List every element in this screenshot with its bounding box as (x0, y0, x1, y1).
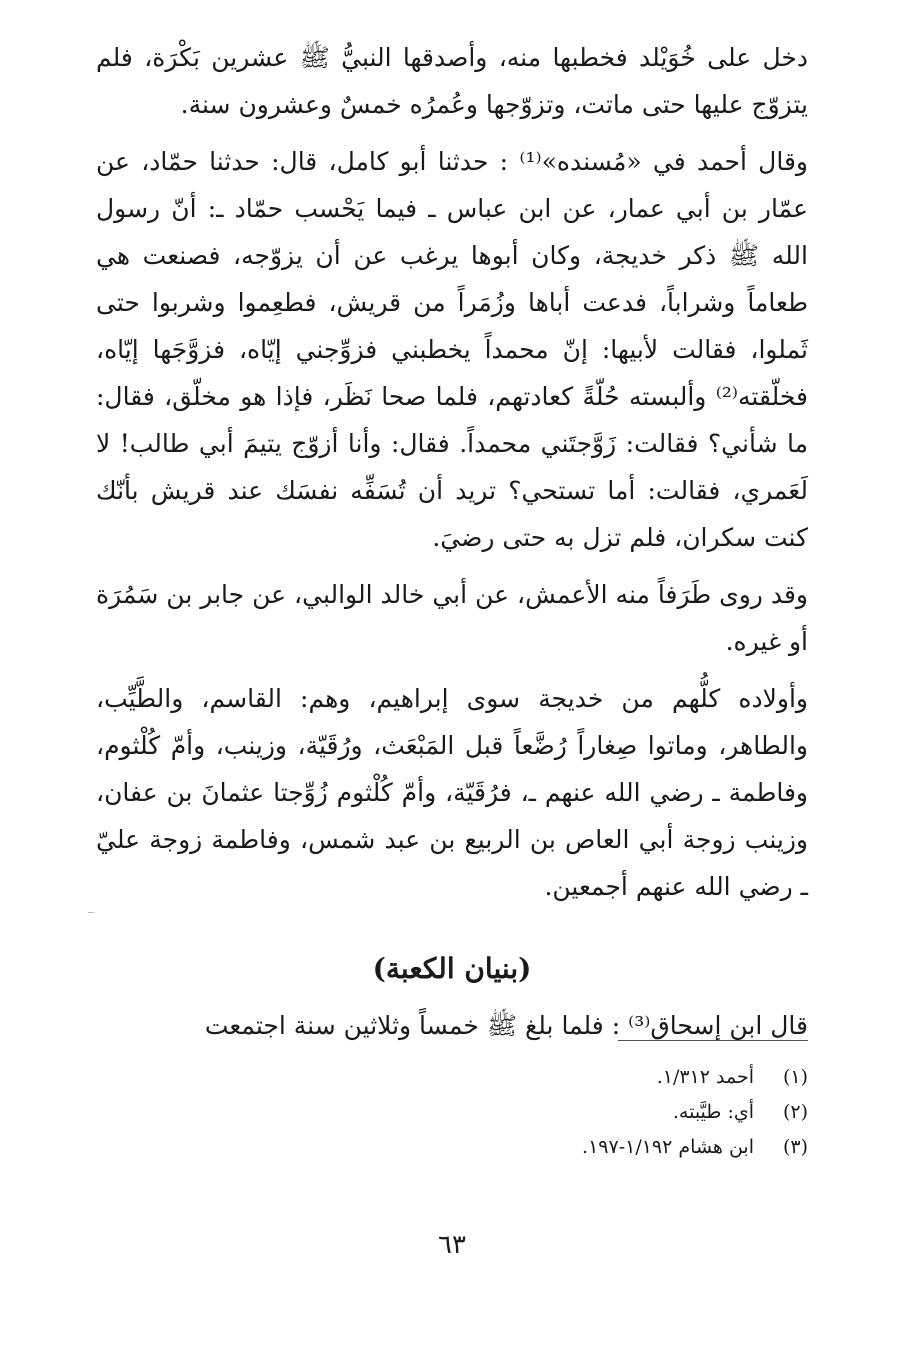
footnote-text: ابن هشام ١/١٩٢-١٩٧. (582, 1136, 754, 1158)
footnote-divider (618, 1040, 808, 1041)
paragraph-3: وقد روى طَرَفاً منه الأعمش، عن أبي خالد الوالبي، عن جابر بن سَمُرَة أو غيره. (96, 580, 808, 656)
page-number: ٦٣ (438, 1230, 466, 1260)
closing-paragraph: قال ابن إسحاق⁽³⁾ : فلما بلغ ﷺ خمساً وثلاثين سنة اجتمعت (204, 1011, 808, 1040)
section-heading: (بنيان الكعبة) (372, 952, 532, 985)
margin-mark (88, 912, 94, 913)
paragraph-2: وقال أحمد في «مُسنده»⁽¹⁾ : حدثنا أبو كامل، قال: حدثنا حمّاد، عن عمّار بن أبي عمار، عن ابن عباس ـ فيما يَحْسب حمّاد ـ: أنّ رسول الله ﷺ ذكر خديجة، وكان أبوها يرغب عن أن يزوّجه، فصنعت هي طعاماً وشراباً، فدعت أباها وزُمَراً من قريش، فطعِموا وشربوا حتى ثَملوا، فقالت لأبيها: إنّ محمداً يخطبني فزوِّجني إيّاه، فزوَّجَها إيّاه، فخلّقته⁽²⁾ وألبسته حُلّةً كعادتهم، فلما صحا نَظَر، فإذا هو مخلّق، فقال: ما شأني؟ فقالت: زَوَّجتَني محمداً. فقال: وأنا أزوّج يتيمَ أبي طالب! لا لَعَمري، فقالت: أما تستحي؟ تريد أن تُسَفِّه نفسَك عند قريش بأنّك كنت سكران، فلم تزل به حتى رضيَ. (96, 147, 808, 552)
footnotes (96, 1060, 808, 1165)
paragraph-4: وأولاده كلُّهم من خديجة سوى إبراهيم، وهم: القاسم، والطَّيِّب، والطاهر، وماتوا صِغاراً رُضَّعاً قبل المَبْعَث، ورُقَيّة، وزينب، وأمّ كُلْثوم، وفاطمة ـ رضي الله عنهم ـ، فرُقَيّة، وأمّ كُلْثوم زُوِّجتا عثمانَ بن عفان، وزينب زوجة أبي العاص بن الربيع بن عبد شمس، وفاطمة زوجة عليّ ـ رضي الله عنهم أجمعين. (96, 684, 808, 901)
footnote-number: (١) (782, 1066, 808, 1088)
footnote-text: أحمد ١/٣١٢. (656, 1066, 754, 1088)
footnote-3 (96, 1130, 808, 1165)
footnote-number: (٢) (782, 1101, 808, 1123)
footnote-text: أي: طيَّبته. (672, 1101, 754, 1123)
footnote-number: (٣) (782, 1136, 808, 1158)
document-page (96, 34, 808, 1334)
footnote-1 (96, 1060, 808, 1095)
footnote-2 (96, 1095, 808, 1130)
paragraph-1: دخل على خُوَيْلد فخطبها منه، وأصدقها النبيُّ ﷺ عشرين بَكْرَة، فلم يتزوّج عليها حتى ماتت، وتزوّجها وعُمرُه خمسٌ وعشرون سنة. (96, 43, 808, 119)
